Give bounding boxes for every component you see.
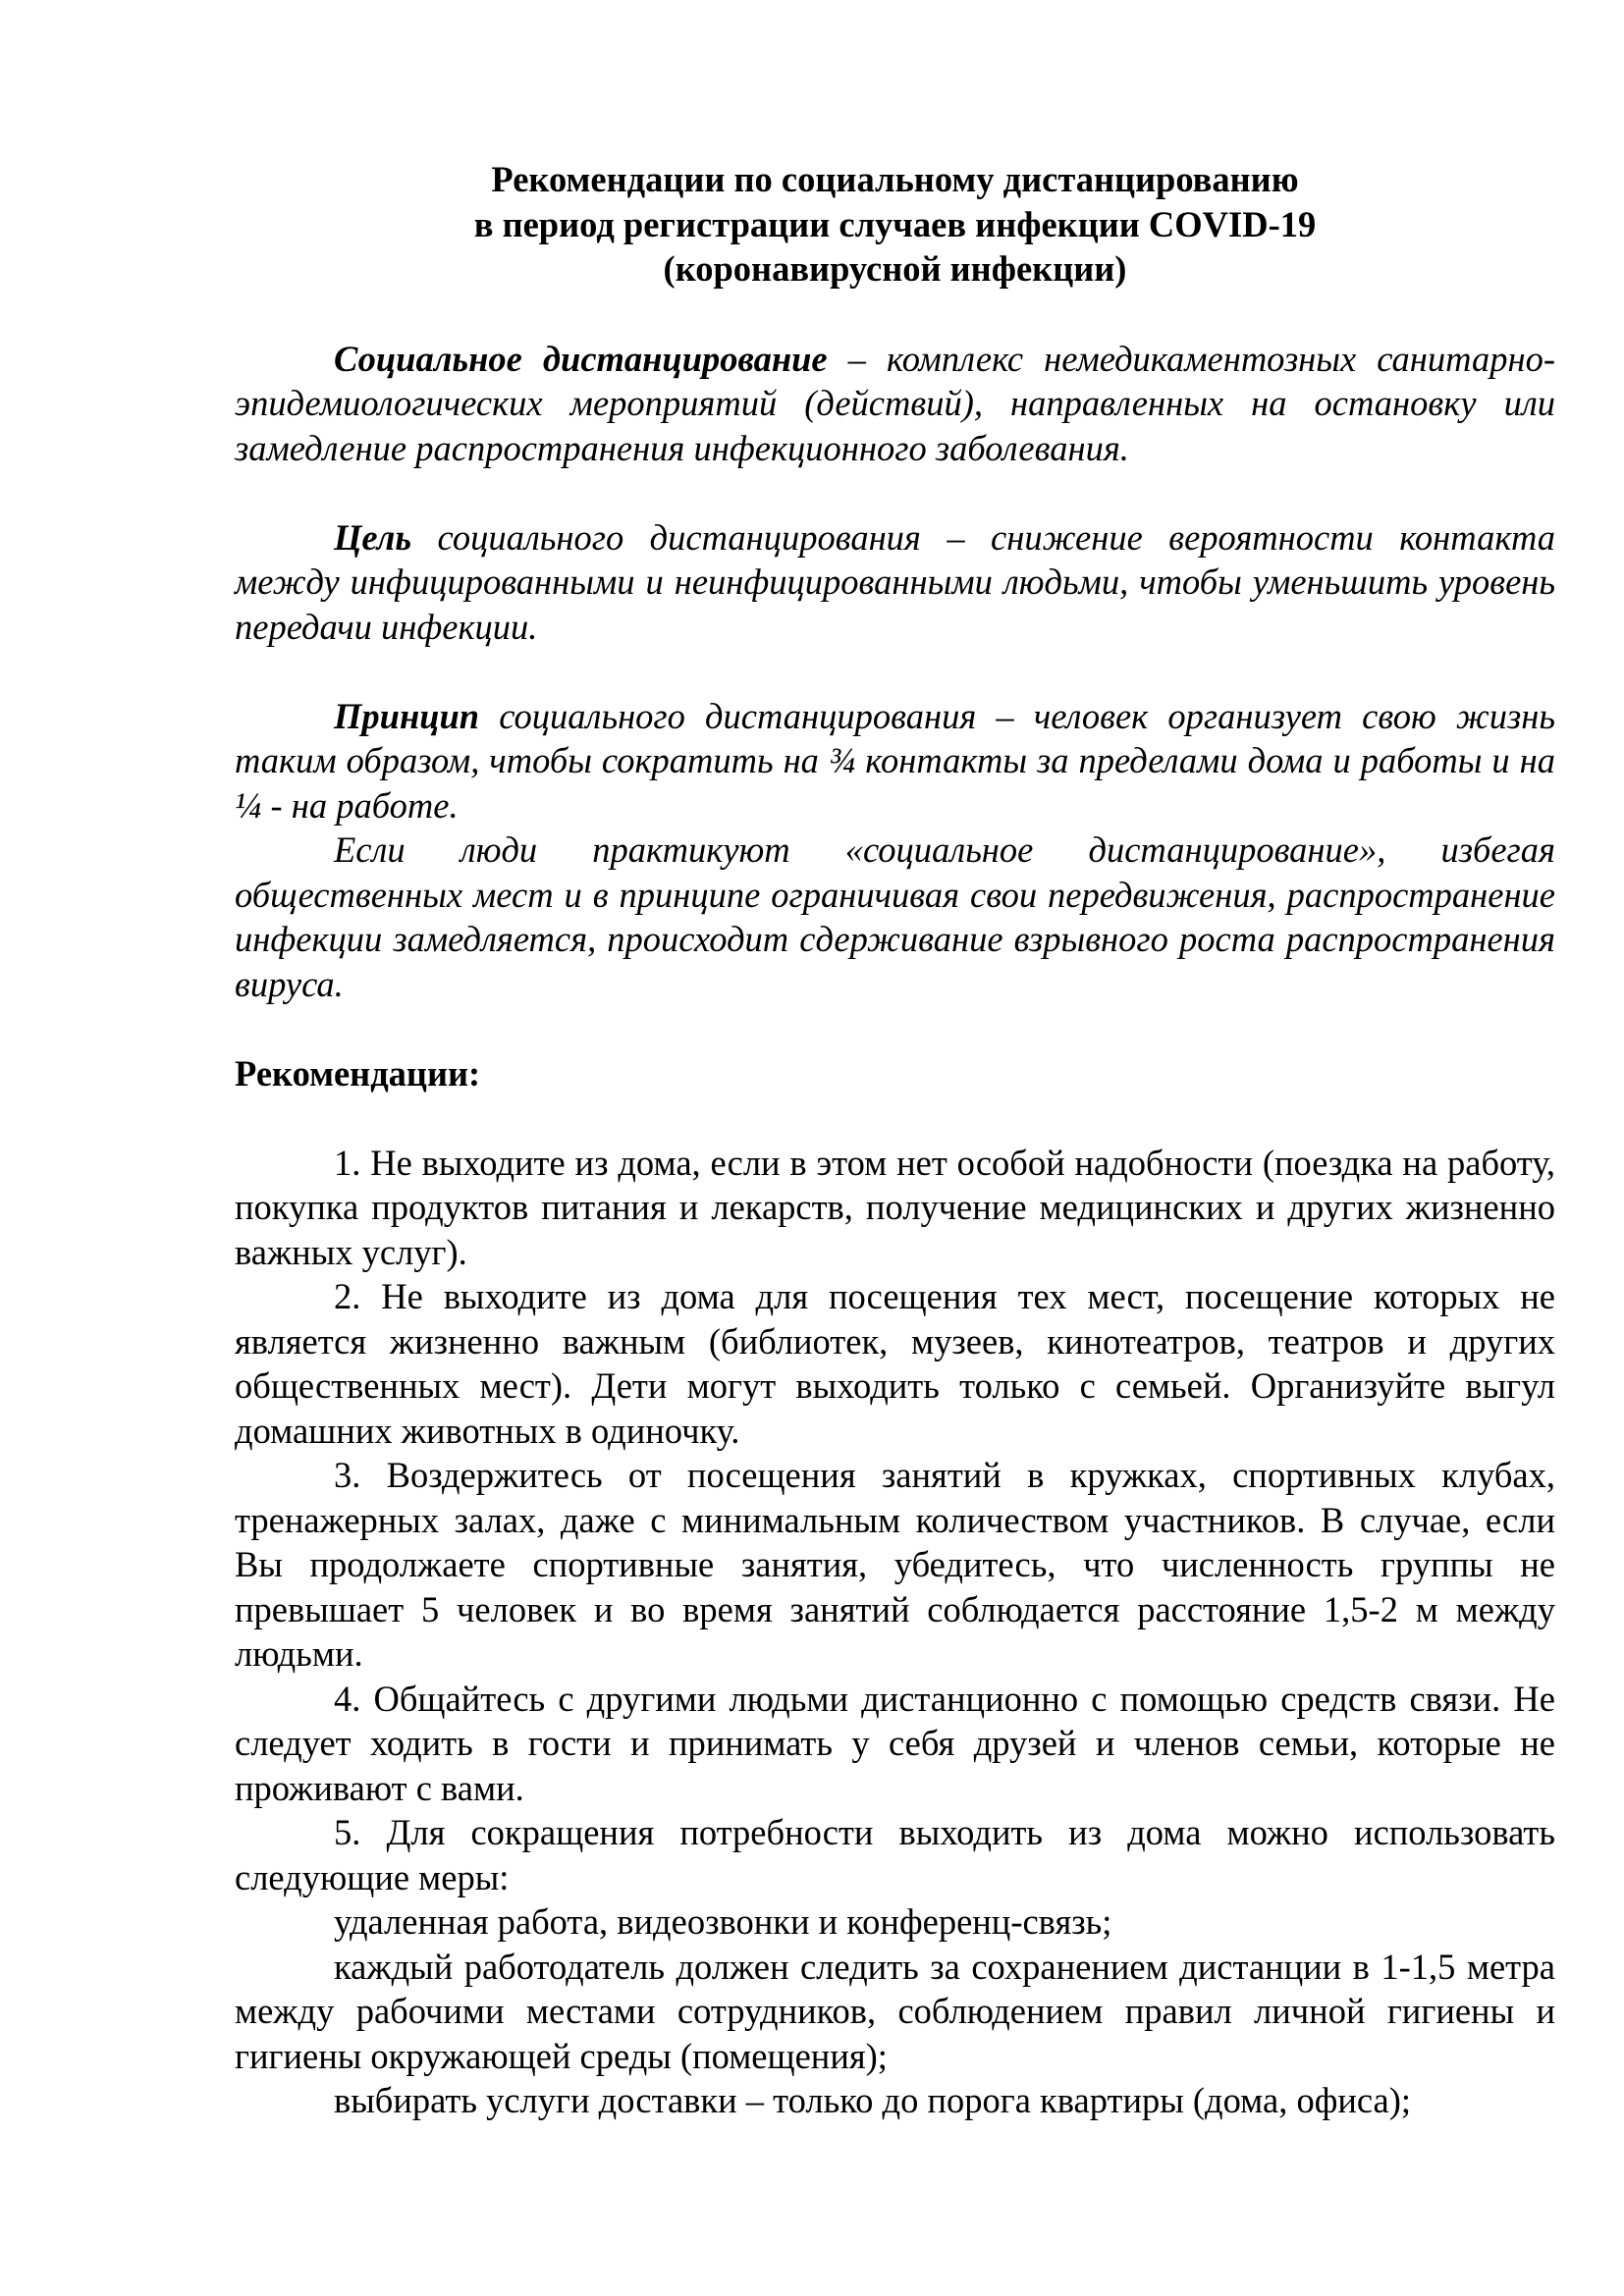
title-line-3: (коронавирусной инфекции) <box>663 248 1127 289</box>
recommendation-item-3: 3. Воздержитесь от посещения занятий в кружках, спортивных клубах, тренажерных залах, даже с минимальным количеством участников. В случае, если Вы продолжаете спортивные занятия, убедитесь, что численность группы не превышает 5 человек и во время занятий соблюдается расстояние 1,5-2 м между людьми. <box>235 1455 1555 1674</box>
recommendation-item-2: 2. Не выходите из дома для посещения тех мест, посещение которых не является жизненно важным (библиотек, музеев, кинотеатров, театров и других общественных мест). Дети могут выходить только с семьей. Организуйте выгул домашних животных в одиночку. <box>235 1276 1555 1451</box>
principle-text-before: социального дистанцирования – человек организует свою жизнь таким образом, чтобы сократить <box>235 695 1555 780</box>
goal-paragraph <box>235 515 1555 650</box>
recommendation-item-4: 4. Общайтесь с другими людьми дистанционно с помощью средств связи. Не следует ходить в гости и принимать у себя друзей и членов семьи, которые не проживают с вами. <box>235 1678 1555 1808</box>
document-page <box>235 157 1555 2123</box>
definition-term: Социальное дистанцирование <box>334 338 828 379</box>
measure-remote-work: удаленная работа, видеозвонки и конференц-связь; <box>334 1901 1112 1942</box>
document-title <box>235 157 1555 292</box>
principle-text-mid: на ¾ контакты за пределами дома и работы и на ¼ - на работе <box>235 740 1555 826</box>
measure-delivery: выбирать услуги доставки – только до порога квартиры (дома, офиса); <box>334 2080 1412 2120</box>
recommendations-heading: Рекомендации: <box>235 1052 481 1094</box>
measure-employer-distance: каждый работодатель должен следить за сохранением дистанции в 1-1,5 метра между рабочими местами сотрудников, соблюдением правил личной гигиены и гигиены окружающей среды (помещения); <box>235 1946 1555 2076</box>
definition-text: – комплекс немедикаментозных санитарно-эпидемиологических мероприятий (действий), направленных на остановку или замедление распространения инфекционного заболевания. <box>235 338 1555 468</box>
recommendation-item-5: 5. Для сокращения потребности выходить из дома можно использовать следующие меры: <box>235 1812 1555 1897</box>
principle-term: Принцип <box>334 695 480 736</box>
recommendation-item-1: 1. Не выходите из дома, если в этом нет особой надобности (поездка на работу, покупка продуктов питания и лекарств, получение медицинских и других жизненно важных услуг). <box>235 1142 1555 1272</box>
title-line-1: Рекомендации по социальному дистанцированию <box>491 159 1299 199</box>
goal-text: социального дистанцирования – снижение вероятности контакта между инфицированными и неинфицированными людьми, чтобы уменьшить уровень передачи инфекции. <box>235 516 1555 647</box>
goal-term: Цель <box>334 516 412 558</box>
principle-paragraph <box>235 694 1555 828</box>
definition-paragraph <box>235 337 1555 471</box>
if-people-paragraph: Если люди практикуют «социальное дистанцирование», избегая общественных мест и в принципе ограничивая свои передвижения, распространение инфекции замедляется, происходит сдерживание взрывного роста распространения вируса. <box>235 829 1555 1004</box>
title-line-2: в период регистрации случаев инфекции COVID-19 <box>473 203 1317 244</box>
principle-text-after: . <box>449 784 459 826</box>
